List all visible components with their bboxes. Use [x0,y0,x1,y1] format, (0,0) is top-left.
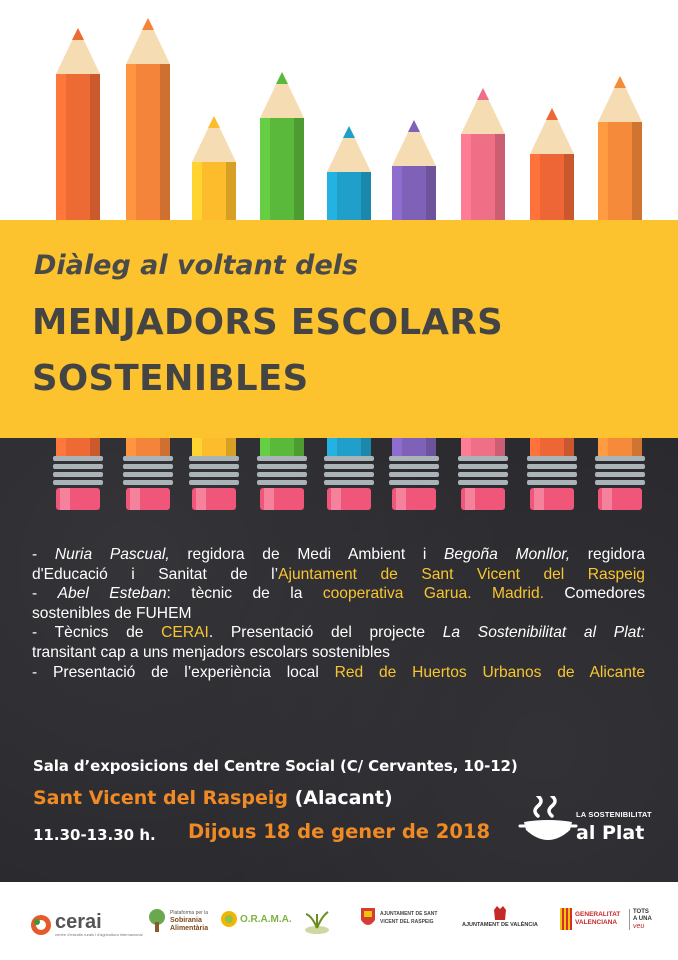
highlight-text: cooperativa Garua. Madrid. [322,585,544,603]
pencil-stripe [160,64,170,230]
pencil-stripe [90,74,100,230]
pencil-ferrule [389,480,439,485]
pencil-lead [276,72,288,84]
pencil-ferrule [324,456,374,461]
pencil-stripe [632,122,642,230]
tots-a-una-veu: TOTS A UNA veu [629,909,652,930]
speaker-line: - Nuria Pascual, regidora de Medi Ambient i Begoña Monllor, regidora [32,546,646,563]
pencil-ferrule [324,464,374,469]
pencil-eraser-shine [196,488,206,510]
pencil-eraser-shine [264,488,274,510]
pencil-ferrule [595,464,645,469]
pencil-ferrule [324,480,374,485]
pencil-ferrule [53,480,103,485]
logo-small-text: LA SOSTENIBILITAT [576,810,652,819]
pencil-ferrule [527,480,577,485]
pencil-ferrule [595,480,645,485]
pencil-ferrule [53,472,103,477]
speakers-list [32,545,645,682]
pencil-lead [614,76,626,88]
pencil-ferrule [527,456,577,461]
pencil-ferrule [389,472,439,477]
pencil-ferrule [257,472,307,477]
orama-logo: O.R.A.M.A. [220,910,292,928]
pot-icon [524,820,572,840]
pencil-lead [477,88,489,100]
plant-logo [302,908,332,936]
generalitat-logo: GENERALITAT VALENCIANA TOTS A UNA veu [560,908,652,930]
pencil-ferrule [458,472,508,477]
pencil-lead [546,108,558,120]
pencil-ferrule [123,480,173,485]
pencil-lead [142,18,154,30]
pencil-ferrule [257,464,307,469]
pencil-stripe [495,134,505,230]
sobirania-logo: Plataforma per la Sobirania Alimentària [146,908,208,934]
pencil-ferrule [458,464,508,469]
pencil-ferrule [324,472,374,477]
pencil-ferrule [257,456,307,461]
pencil-ferrule [527,472,577,477]
speaker-line: transitant cap a uns menjadors escolars sostenibles [32,643,390,661]
pencil-eraser-shine [60,488,70,510]
pencil-stripe [564,154,574,230]
pencil-stripe [598,122,608,230]
highlight-text: CERAI [161,624,209,642]
pencil-stripe [530,154,540,230]
event-time: 11.30-13.30 h. [33,826,156,844]
crown-icon [493,904,507,922]
cerai-icon [30,914,52,936]
tree-icon [146,908,168,934]
province: (Alacant) [294,787,393,809]
pencil-ferrule [595,456,645,461]
location [33,787,393,809]
sponsors-footer [0,882,678,960]
pencil-ferrule [389,456,439,461]
pencil-ferrule [189,464,239,469]
cerai-logo: cerai centre d'estudis rurals i d'agricultura internacional [30,912,143,938]
speaker-line: d'Educació i Sanitat de l’Ajuntament de Sant Vicent del Raspeig [32,565,645,583]
pencil-ferrule [123,464,173,469]
speaker-line: - Abel Esteban: tècnic de la cooperativa Garua. Madrid. Comedores [32,585,646,603]
senyera-icon [560,908,572,930]
pencil-eraser-shine [331,488,341,510]
speaker-name: Begoña Monllor, [444,546,571,563]
pencil-stripe [260,118,270,230]
town: Sant Vicent del Raspeig [33,787,288,809]
pencil-lead [408,120,420,132]
speaker-line: - Tècnics de CERAI. Presentació del projecte La Sostenibilitat al Plat: [32,624,645,642]
highlight-text: Ajuntament de Sant Vicent del Raspeig [278,565,645,583]
speaker-line: - Presentació de l’experiència local Red de Huertos Urbanos de Alicante [32,663,645,681]
pencil-stripe [126,64,136,230]
pencil-lead [343,126,355,138]
ajuntament-vlc-logo: AJUNTAMENT DE VALÈNCIA [462,904,538,928]
pencil-stripe [294,118,304,230]
pencil-ferrule [189,472,239,477]
pencil-ferrule [53,456,103,461]
pencil-ferrule [123,472,173,477]
banner-subtitle: Diàleg al voltant dels [34,250,359,281]
coat-of-arms-icon [360,906,376,930]
ajuntament-svr-logo: AJUNTAMENT DE SANT VICENT DEL RASPEIG [360,906,456,930]
pencil-ferrule [389,464,439,469]
speaker-line: sostenibles de FUHEM [32,604,192,622]
pencil-eraser-shine [396,488,406,510]
pencil-eraser-shine [602,488,612,510]
speaker-name: Nuria Pascual, [54,546,170,563]
highlight-text: Red de Huertos Urbanos de Alicante [334,663,645,681]
pencil-eraser-shine [465,488,475,510]
pencil-ferrule [595,472,645,477]
pencil-ferrule [189,480,239,485]
pencil-eraser-shine [534,488,544,510]
pencil-ferrule [458,456,508,461]
banner-title-line2: SOSTENIBLES [32,358,309,399]
pencil-lead [208,116,220,128]
pencil-ferrule [257,480,307,485]
banner-title-line1: MENJADORS ESCOLARS [32,302,504,343]
pencil-ferrule [458,480,508,485]
logo-big-text: al Plat [576,822,645,844]
pencil-ferrule [123,456,173,461]
event-date: Dijous 18 de gener de 2018 [188,820,491,843]
pencil-ferrule [189,456,239,461]
venue: Sala d’exposicions del Centre Social (C/ Cervantes, 10-12) [33,757,518,775]
pencil-lead [72,28,84,40]
pencil-eraser-shine [130,488,140,510]
project-name: La Sostenibilitat al Plat: [442,624,645,642]
pencil-stripe [461,134,471,230]
sun-icon [220,910,238,928]
pencil-ferrule [53,464,103,469]
steam-icon [535,796,541,816]
pencil-ferrule [527,464,577,469]
speaker-name: Abel Esteban [57,585,167,603]
pencil-stripe [56,74,66,230]
